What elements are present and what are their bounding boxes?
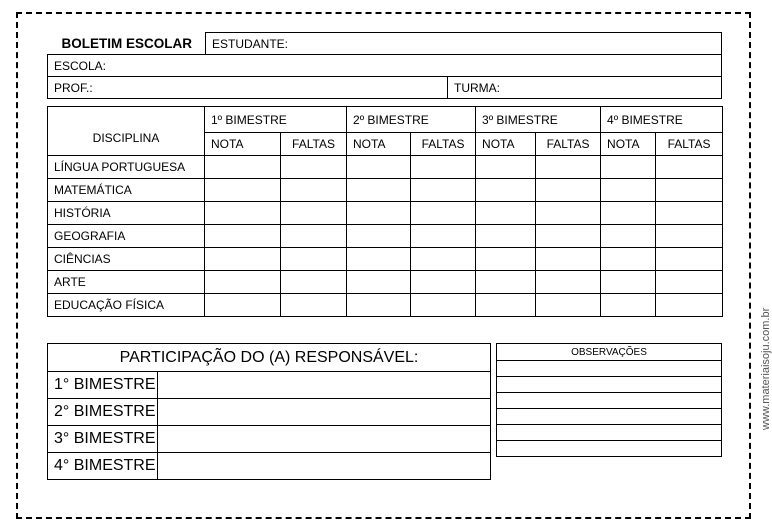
subject-row bbox=[48, 156, 723, 179]
subject-row bbox=[48, 248, 723, 271]
absence-cell[interactable] bbox=[536, 248, 601, 271]
bimester-header: 2º BIMESTRE bbox=[347, 107, 476, 133]
absence-column-header: FALTAS bbox=[656, 133, 723, 156]
grade-cell[interactable] bbox=[205, 156, 281, 179]
absence-cell[interactable] bbox=[411, 248, 476, 271]
observations-title: OBSERVAÇÕES bbox=[497, 344, 722, 361]
grade-cell[interactable] bbox=[476, 156, 536, 179]
grade-cell[interactable] bbox=[601, 225, 656, 248]
absence-cell[interactable] bbox=[411, 294, 476, 317]
grade-cell[interactable] bbox=[205, 271, 281, 294]
participation-row bbox=[48, 426, 491, 453]
participation-bimester-label: 2° BIMESTRE bbox=[48, 399, 158, 426]
subject-name: CIÊNCIAS bbox=[48, 248, 205, 271]
participation-row bbox=[48, 399, 491, 426]
student-field[interactable]: ESTUDANTE: bbox=[206, 33, 722, 55]
participation-row bbox=[48, 372, 491, 399]
absence-cell[interactable] bbox=[656, 156, 723, 179]
absence-cell[interactable] bbox=[656, 294, 723, 317]
bimester-header: 4º BIMESTRE bbox=[601, 107, 723, 133]
absence-cell[interactable] bbox=[536, 294, 601, 317]
grade-cell[interactable] bbox=[347, 202, 411, 225]
absence-cell[interactable] bbox=[281, 225, 347, 248]
absence-cell[interactable] bbox=[281, 202, 347, 225]
grade-column-header: NOTA bbox=[347, 133, 411, 156]
observation-line[interactable] bbox=[497, 425, 722, 441]
subject-name: HISTÓRIA bbox=[48, 202, 205, 225]
absence-cell[interactable] bbox=[536, 202, 601, 225]
grade-cell[interactable] bbox=[476, 271, 536, 294]
absence-cell[interactable] bbox=[281, 271, 347, 294]
header-table bbox=[47, 32, 722, 99]
grade-cell[interactable] bbox=[476, 225, 536, 248]
grade-cell[interactable] bbox=[347, 225, 411, 248]
subject-name: GEOGRAFIA bbox=[48, 225, 205, 248]
absence-cell[interactable] bbox=[536, 225, 601, 248]
signature-field[interactable] bbox=[158, 399, 491, 426]
participation-bimester-label: 1° BIMESTRE bbox=[48, 372, 158, 399]
grade-cell[interactable] bbox=[205, 225, 281, 248]
grade-cell[interactable] bbox=[205, 202, 281, 225]
absence-cell[interactable] bbox=[536, 271, 601, 294]
participation-bimester-label: 3° BIMESTRE bbox=[48, 426, 158, 453]
grade-cell[interactable] bbox=[601, 294, 656, 317]
grade-cell[interactable] bbox=[347, 271, 411, 294]
grade-cell[interactable] bbox=[205, 248, 281, 271]
grade-cell[interactable] bbox=[347, 179, 411, 202]
grade-cell[interactable] bbox=[205, 294, 281, 317]
subject-name: EDUCAÇÃO FÍSICA bbox=[48, 294, 205, 317]
subject-name: LÍNGUA PORTUGUESA bbox=[48, 156, 205, 179]
subject-row bbox=[48, 294, 723, 317]
grade-cell[interactable] bbox=[601, 248, 656, 271]
absence-cell[interactable] bbox=[411, 156, 476, 179]
observation-line[interactable] bbox=[497, 393, 722, 409]
absence-column-header: FALTAS bbox=[536, 133, 601, 156]
grade-cell[interactable] bbox=[347, 294, 411, 317]
watermark: www.materiaisoju.com.br bbox=[760, 307, 772, 430]
absence-cell[interactable] bbox=[656, 271, 723, 294]
subject-name: ARTE bbox=[48, 271, 205, 294]
grade-cell[interactable] bbox=[476, 294, 536, 317]
grade-cell[interactable] bbox=[476, 202, 536, 225]
absence-cell[interactable] bbox=[281, 248, 347, 271]
grade-column-header: NOTA bbox=[205, 133, 281, 156]
signature-field[interactable] bbox=[158, 453, 491, 480]
signature-field[interactable] bbox=[158, 426, 491, 453]
subject-row bbox=[48, 202, 723, 225]
absence-cell[interactable] bbox=[281, 179, 347, 202]
class-field[interactable]: TURMA: bbox=[448, 77, 722, 99]
subject-header: DISCIPLINA bbox=[48, 107, 205, 156]
subject-row bbox=[48, 225, 723, 248]
absence-column-header: FALTAS bbox=[411, 133, 476, 156]
absence-cell[interactable] bbox=[281, 294, 347, 317]
subject-row bbox=[48, 179, 723, 202]
grade-cell[interactable] bbox=[601, 156, 656, 179]
absence-cell[interactable] bbox=[656, 202, 723, 225]
grade-cell[interactable] bbox=[347, 156, 411, 179]
grade-cell[interactable] bbox=[347, 248, 411, 271]
report-title: BOLETIM ESCOLAR bbox=[48, 33, 206, 55]
grade-column-header: NOTA bbox=[476, 133, 536, 156]
grade-cell[interactable] bbox=[601, 202, 656, 225]
teacher-field[interactable]: PROF.: bbox=[48, 77, 448, 99]
bimester-header: 1º BIMESTRE bbox=[205, 107, 347, 133]
grade-column-header: NOTA bbox=[601, 133, 656, 156]
grade-cell[interactable] bbox=[476, 179, 536, 202]
subject-row bbox=[48, 271, 723, 294]
subject-name: MATEMÁTICA bbox=[48, 179, 205, 202]
observation-line[interactable] bbox=[497, 409, 722, 425]
absence-cell[interactable] bbox=[656, 179, 723, 202]
observation-line[interactable] bbox=[497, 377, 722, 393]
grade-cell[interactable] bbox=[601, 179, 656, 202]
grades-table bbox=[47, 106, 723, 317]
participation-bimester-label: 4° BIMESTRE bbox=[48, 453, 158, 480]
observation-line[interactable] bbox=[497, 441, 722, 457]
absence-cell[interactable] bbox=[656, 248, 723, 271]
participation-row bbox=[48, 453, 491, 480]
grade-cell[interactable] bbox=[205, 179, 281, 202]
absence-cell[interactable] bbox=[656, 225, 723, 248]
absence-cell[interactable] bbox=[536, 156, 601, 179]
observation-line[interactable] bbox=[497, 361, 722, 377]
school-field[interactable]: ESCOLA: bbox=[48, 55, 722, 77]
absence-cell[interactable] bbox=[411, 179, 476, 202]
absence-cell[interactable] bbox=[281, 156, 347, 179]
absence-column-header: FALTAS bbox=[281, 133, 347, 156]
bimester-header: 3º BIMESTRE bbox=[476, 107, 601, 133]
signature-field[interactable] bbox=[158, 372, 491, 399]
grade-cell[interactable] bbox=[476, 248, 536, 271]
absence-cell[interactable] bbox=[411, 271, 476, 294]
absence-cell[interactable] bbox=[411, 225, 476, 248]
grade-cell[interactable] bbox=[601, 271, 656, 294]
absence-cell[interactable] bbox=[411, 202, 476, 225]
observations-table bbox=[496, 343, 722, 457]
participation-table bbox=[47, 343, 491, 480]
participation-title: PARTICIPAÇÃO DO (A) RESPONSÁVEL: bbox=[48, 344, 491, 372]
absence-cell[interactable] bbox=[536, 179, 601, 202]
